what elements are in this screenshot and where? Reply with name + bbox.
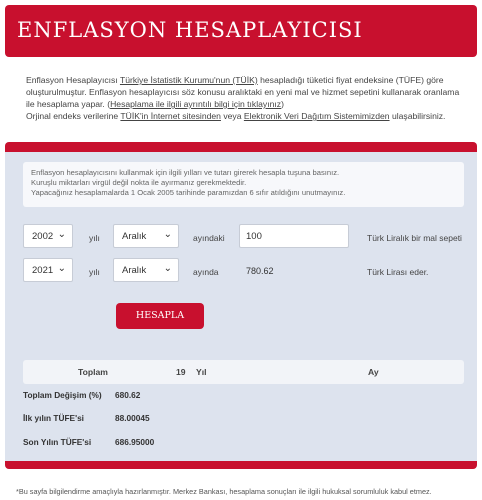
result-summary-bar: [23, 360, 464, 384]
result-amount: 780.62: [246, 266, 274, 276]
tuik-website-link[interactable]: TÜİK'in İnternet sitesinden: [120, 111, 221, 121]
first-year-cpi-value: 88.00045: [115, 413, 150, 423]
amount-input[interactable]: 100: [239, 224, 349, 248]
calculate-button[interactable]: HESAPLA: [116, 303, 204, 329]
panel-top-bar: [5, 142, 477, 152]
tuik-link[interactable]: Türkiye İstatistik Kurumu'nun (TÜİK): [119, 75, 258, 85]
end-year-label: yılı: [89, 267, 100, 277]
chevron-down-icon: ⌄: [163, 229, 172, 240]
calculation-info-link[interactable]: Hesaplama ile ilgili ayrıntılı bilgi için tıklayınız: [110, 99, 282, 109]
result-suffix: Türk Lirası eder.: [367, 267, 429, 277]
instruction-line: Kuruşlu miktarları virgül değil nokta ile ayırmanız gerekmektedir.: [31, 178, 247, 187]
start-month-select[interactable]: Aralık ⌄: [113, 224, 179, 248]
evds-link[interactable]: Elektronik Veri Dağıtım Sistemimizden: [243, 111, 390, 121]
chevron-down-icon: ⌄: [163, 263, 172, 274]
intro-text: Enflasyon Hesaplayıcısı Türkiye İstatistik Kurumu'nun (TÜİK) hesapladığı tüketici fiyat endeksine (TÜFE) göre oluşturulmuştur. Enflasyon hesaplayıcısı söz konusu aralıktaki en yeni mal ve hizmet sepetini kullanarak oranlama ile hesaplama yapar. (Hesaplama ile ilgili ayrıntılı bilgi için tıklayınız) Orjinal endeks verilerine TÜİK'in İnternet sitesinden veya Elektronik Veri Dağıtım Sistemimizden ulaşabilirsiniz.: [26, 75, 460, 121]
end-month-select[interactable]: Aralık ⌄: [113, 258, 179, 282]
first-year-cpi-label: İlk yılın TÜFE'si: [23, 413, 84, 423]
chevron-down-icon: ⌄: [57, 263, 66, 274]
years-unit: Yıl: [196, 367, 207, 377]
total-change-value: 680.62: [115, 390, 141, 400]
page-title: ENFLASYON HESAPLAYICISI: [17, 18, 363, 42]
panel-bottom-bar: [5, 461, 477, 469]
amount-suffix: Türk Liralık bir mal sepeti: [367, 233, 462, 243]
months-unit: Ay: [368, 367, 379, 377]
chevron-down-icon: ⌄: [57, 229, 66, 240]
instruction-line: Enflasyon hesaplayıcısını kullanmak için ilgili yılları ve tutarı girerek hesapla tuşuna basınız.: [31, 168, 340, 177]
total-label: Toplam: [78, 367, 108, 377]
end-year-select[interactable]: 2021 ⌄: [23, 258, 73, 282]
page-header: [5, 5, 477, 57]
total-years-value: 19: [176, 367, 186, 377]
calculator-panel: [5, 142, 477, 469]
start-year-label: yılı: [89, 233, 100, 243]
instructions-box: [23, 162, 464, 207]
end-month-label: ayında: [193, 267, 219, 277]
start-year-select[interactable]: 2002 ⌄: [23, 224, 73, 248]
last-year-cpi-value: 686.95000: [115, 437, 155, 447]
start-month-label: ayındaki: [193, 233, 225, 243]
total-change-label: Toplam Değişim (%): [23, 390, 102, 400]
disclaimer-footer: *Bu sayfa bilgilendirme amaçlıyla hazırlanmıştır. Merkez Bankası, hesaplama sonuçları ile ilgili hukuksal sorumluluk kabul etmez.: [16, 487, 432, 496]
instruction-line: Yapacağınız hesaplamalarda 1 Ocak 2005 tarihinde paramızdan 6 sıfır atıldığını unutmayınız.: [31, 188, 346, 197]
last-year-cpi-label: Son Yılın TÜFE'si: [23, 437, 92, 447]
